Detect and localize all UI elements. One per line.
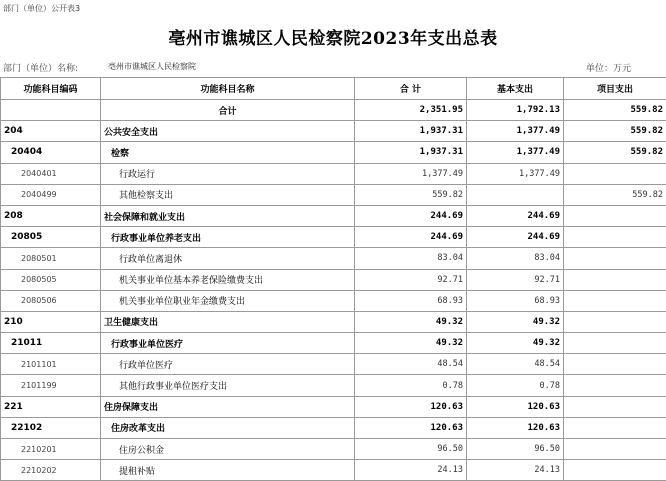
total-cell: 0.78 [355, 375, 467, 396]
total-cell: 96.50 [355, 439, 467, 460]
total-basic-cell: 1,792.13 [467, 100, 564, 121]
name-cell: 检察 [101, 142, 355, 163]
total-cell: 24.13 [355, 460, 467, 481]
table-row [1, 417, 666, 438]
table-row [1, 248, 666, 269]
total-name-cell: 合计 [101, 100, 355, 121]
total-row [1, 100, 666, 121]
name-cell: 住房保障支出 [101, 396, 355, 417]
code-cell: 210 [1, 311, 101, 332]
project-cell [564, 311, 666, 332]
name-cell: 行政单位医疗 [101, 354, 355, 375]
name-cell: 住房改革支出 [101, 417, 355, 438]
project-cell [564, 227, 666, 248]
total-cell: 1,937.31 [355, 142, 467, 163]
code-cell: 2080506 [1, 290, 101, 311]
basic-cell: 0.78 [467, 375, 564, 396]
table-row [1, 460, 666, 481]
page-title: 亳州市谯城区人民检察院2023年支出总表 [0, 24, 666, 49]
project-cell [564, 417, 666, 438]
table-row [1, 354, 666, 375]
total-cell: 244.69 [355, 227, 467, 248]
code-cell: 2040499 [1, 184, 101, 205]
code-cell: 22102 [1, 417, 101, 438]
basic-cell: 48.54 [467, 354, 564, 375]
project-cell [564, 333, 666, 354]
total-cell: 48.54 [355, 354, 467, 375]
project-cell [564, 439, 666, 460]
total-cell: 1,377.49 [355, 163, 467, 184]
name-cell: 其他检察支出 [101, 184, 355, 205]
project-cell [564, 396, 666, 417]
code-cell: 20404 [1, 142, 101, 163]
total-sum-cell: 2,351.95 [355, 100, 467, 121]
code-cell: 2101199 [1, 375, 101, 396]
column-header-total: 合 计 [355, 78, 467, 100]
total-cell: 120.63 [355, 396, 467, 417]
table-row [1, 290, 666, 311]
total-cell: 244.69 [355, 205, 467, 226]
name-cell: 提租补贴 [101, 460, 355, 481]
expenditure-table [0, 77, 666, 481]
table-row [1, 184, 666, 205]
basic-cell: 120.63 [467, 417, 564, 438]
table-header-row [1, 78, 666, 100]
basic-cell: 24.13 [467, 460, 564, 481]
department-value: 亳州市谯城区人民检察院 [108, 61, 196, 72]
code-cell: 2080505 [1, 269, 101, 290]
code-cell: 20805 [1, 227, 101, 248]
table-row [1, 333, 666, 354]
basic-cell [467, 184, 564, 205]
total-code-cell [1, 100, 101, 121]
table-row [1, 121, 666, 142]
name-cell: 机关事业单位职业年金缴费支出 [101, 290, 355, 311]
total-cell: 1,937.31 [355, 121, 467, 142]
code-cell: 2101101 [1, 354, 101, 375]
top-label: 部门（单位）公开表3 [3, 3, 80, 14]
total-cell: 49.32 [355, 311, 467, 332]
name-cell: 行政事业单位医疗 [101, 333, 355, 354]
basic-cell: 49.32 [467, 311, 564, 332]
table-row [1, 439, 666, 460]
table-row [1, 375, 666, 396]
total-cell: 120.63 [355, 417, 467, 438]
code-cell: 208 [1, 205, 101, 226]
table-row [1, 227, 666, 248]
code-cell: 2080501 [1, 248, 101, 269]
basic-cell: 1,377.49 [467, 121, 564, 142]
department-row [0, 58, 666, 76]
table-row [1, 142, 666, 163]
code-cell: 21011 [1, 333, 101, 354]
project-cell [564, 375, 666, 396]
basic-cell: 49.32 [467, 333, 564, 354]
name-cell: 住房公积金 [101, 439, 355, 460]
name-cell: 社会保障和就业支出 [101, 205, 355, 226]
column-header-basic: 基本支出 [467, 78, 564, 100]
name-cell: 行政事业单位养老支出 [101, 227, 355, 248]
total-cell: 49.32 [355, 333, 467, 354]
basic-cell: 1,377.49 [467, 163, 564, 184]
code-cell: 2210202 [1, 460, 101, 481]
basic-cell: 92.71 [467, 269, 564, 290]
table-row [1, 396, 666, 417]
code-cell: 221 [1, 396, 101, 417]
table-row [1, 205, 666, 226]
column-header-name: 功能科目名称 [101, 78, 355, 100]
name-cell: 行政单位离退休 [101, 248, 355, 269]
name-cell: 行政运行 [101, 163, 355, 184]
total-cell: 92.71 [355, 269, 467, 290]
project-cell [564, 460, 666, 481]
project-cell [564, 290, 666, 311]
name-cell: 公共安全支出 [101, 121, 355, 142]
total-cell: 559.82 [355, 184, 467, 205]
column-header-code: 功能科目编码 [1, 78, 101, 100]
total-cell: 68.93 [355, 290, 467, 311]
basic-cell: 96.50 [467, 439, 564, 460]
code-cell: 2040401 [1, 163, 101, 184]
basic-cell: 244.69 [467, 227, 564, 248]
code-cell: 204 [1, 121, 101, 142]
name-cell: 其他行政事业单位医疗支出 [101, 375, 355, 396]
project-cell: 559.82 [564, 184, 666, 205]
code-cell: 2210201 [1, 439, 101, 460]
project-cell: 559.82 [564, 142, 666, 163]
unit-label: 单位：万元 [586, 61, 631, 74]
column-header-project: 项目支出 [564, 78, 666, 100]
total-cell: 83.04 [355, 248, 467, 269]
table-row [1, 269, 666, 290]
department-label: 部门（单位）名称: [3, 61, 78, 74]
basic-cell: 120.63 [467, 396, 564, 417]
name-cell: 机关事业单位基本养老保险缴费支出 [101, 269, 355, 290]
project-cell [564, 163, 666, 184]
table-row [1, 163, 666, 184]
project-cell [564, 205, 666, 226]
basic-cell: 68.93 [467, 290, 564, 311]
basic-cell: 244.69 [467, 205, 564, 226]
project-cell [564, 248, 666, 269]
project-cell [564, 269, 666, 290]
basic-cell: 83.04 [467, 248, 564, 269]
project-cell [564, 354, 666, 375]
name-cell: 卫生健康支出 [101, 311, 355, 332]
basic-cell: 1,377.49 [467, 142, 564, 163]
table-row [1, 311, 666, 332]
total-project-cell: 559.82 [564, 100, 666, 121]
project-cell: 559.82 [564, 121, 666, 142]
